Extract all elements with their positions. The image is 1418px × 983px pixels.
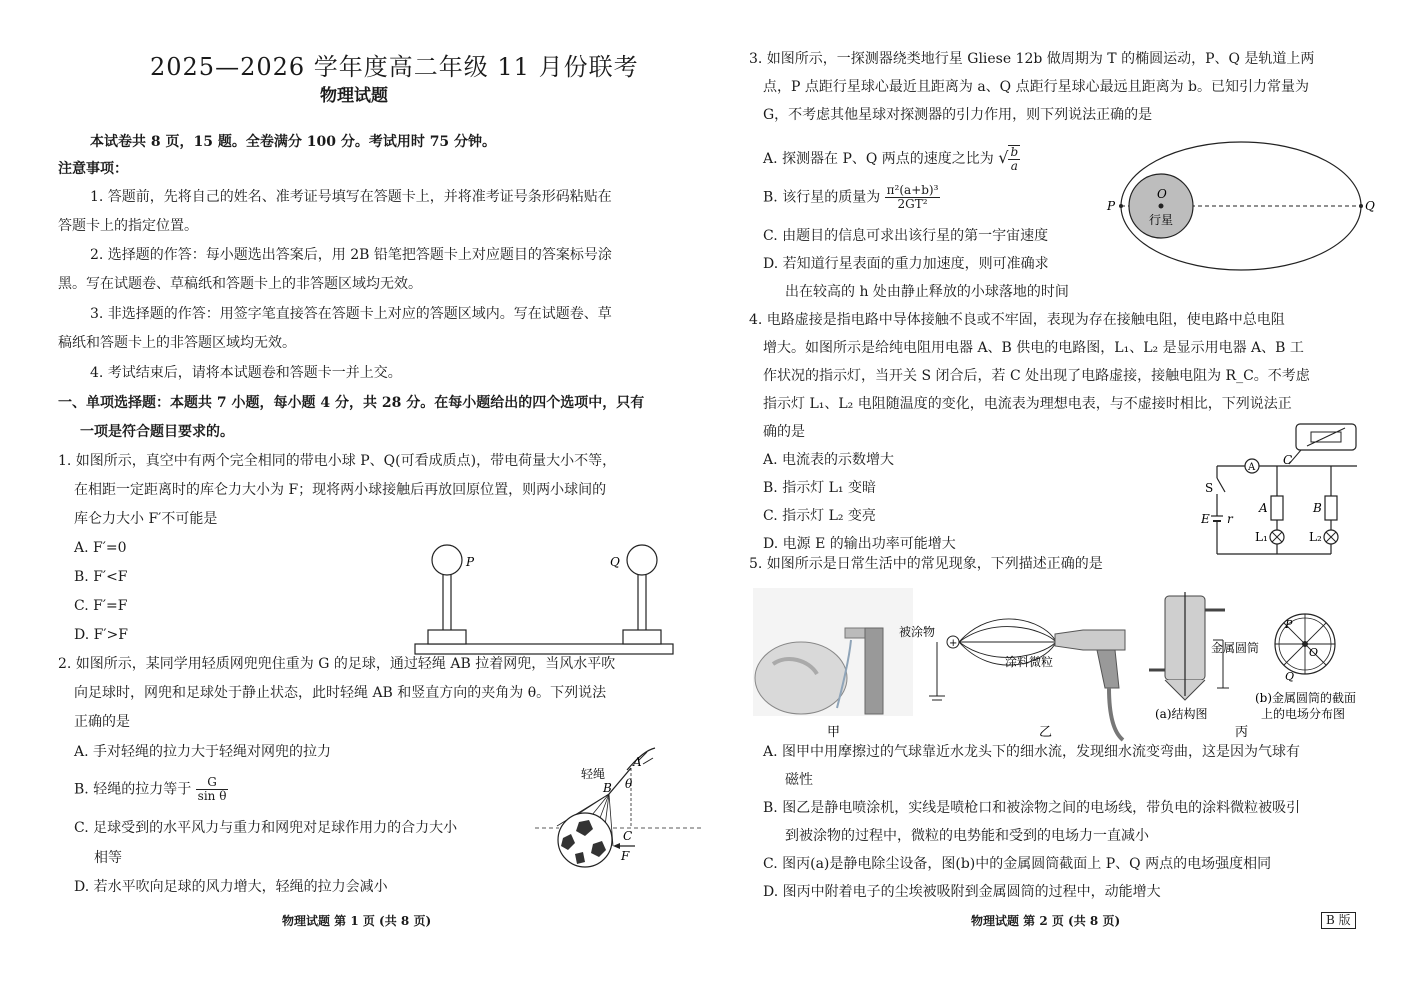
q4-stem-b: 增大。如图所示是给纯电阻用电器 A、B 供电的电路图，L₁、L₂ 是显示用电器 A、B 工 [763,340,1304,356]
q5-label-struct: (a)结构图 [1155,707,1208,721]
q5-figure [753,584,1373,744]
q1-ball-q [627,545,657,575]
notice-heading: 注意事项： [58,161,128,177]
q5-label-section-a: (b)金属圆筒的截面 [1255,691,1357,705]
q1-option-a: A. F′=0 [74,540,127,556]
q5-label-coated: 被涂物 [899,625,936,639]
q3-label-o: O [1157,187,1167,201]
q2-option-c-line1: C. 足球受到的水平风力与重力和网兜对足球作用力的合力大小 [74,820,458,836]
q5-caption-yi: 乙 [1039,725,1053,740]
q5-option-d: D. 图丙中附着电子的尘埃被吸附到金属圆筒的过程中，动能增大 [763,884,1161,900]
q3-option-a-text: A. 探测器在 P、Q 两点的速度之比为 [763,151,994,168]
q3-b-denominator: 2GT² [897,197,928,212]
q1-stand-p [428,630,466,644]
q5-label-cylinder: 金属圆筒 [1211,641,1260,655]
q2-figure [535,746,705,868]
q2-option-d: D. 若水平吹向足球的风力增大，轻绳的拉力会减小 [74,879,388,895]
q4-label-a: A [1259,501,1268,515]
q5-option-b-line1: B. 图乙是静电喷涂机，实线是喷枪口和被涂物之间的电场线，带负电的涂料微粒被吸引 [763,800,1301,816]
q1-ball-p [432,545,462,575]
q4-label-r: r [1227,512,1233,526]
q4-option-b: B. 指示灯 L₁ 变暗 [763,480,876,496]
q3-stem-b: 点，P 点距行星球心最近且距离为 a、Q 点距行星球心最远且距离为 b。已知引力常量为 [763,79,1310,95]
q4-label-s: S [1205,481,1214,495]
q2-label-rope: 轻绳 [581,767,606,781]
q2-option-b [74,776,228,803]
right-footer: 物理试题 第 2 页 (共 8 页) [971,914,1121,928]
q1-option-b: B. F′<F [74,569,128,585]
q5-label-section-b: 上的电场分布图 [1261,707,1346,721]
q2-fraction-denominator: sin θ [197,789,227,804]
q3-option-b [763,184,940,211]
section-1-heading-a: 一、单项选择题：本题共 7 小题，每小题 4 分，共 28 分。在每小题给出的四个选项中，只有 [58,395,645,411]
q2-stem-b: 向足球时，网兜和足球处于静止状态，此时轻绳 AB 和竖直方向的夹角为 θ。下列说法 [74,685,607,701]
left-footer: 物理试题 第 1 页 (共 8 页) [282,914,432,928]
exam-subtitle: 物理试题 [320,86,388,106]
section-1-heading-b: 一项是符合题目要求的。 [80,424,234,440]
q3-a-numerator: b [1010,145,1019,159]
q4-stem-d: 指示灯 L₁、L₂ 电阻随温度的变化，电流表为理想电表，与不虚接时相比，下列说法正 [763,396,1292,412]
q5-label-p: P [1285,618,1293,631]
notice-1b: 答题卡上的指定位置。 [58,218,198,234]
q5-balloon [755,642,847,714]
q5-caption-jia: 甲 [827,725,841,740]
notice-4: 4. 考试结束后，请将本试题卷和答题卡一并上交。 [90,365,402,381]
q1-label-q: Q [610,555,620,569]
sqrt-icon: √ [998,148,1009,168]
q2-stem-c: 正确的是 [74,714,130,730]
q2-option-b-fraction [196,776,229,803]
q3-stem-a: 3. 如图所示，一探测器绕类地行星 Gliese 12b 做周期为 T 的椭圆运动，P、Q 是轨道上两 [749,51,1315,67]
q1-stem-b: 在相距一定距离时的库仑力大小为 F；现将两小球接触后再放回原位置，则两小球间的 [74,482,607,498]
notice-2b: 黑。写在试题卷、草稿纸和答题卡上的非答题区域均无效。 [58,276,422,292]
q4-label-b: B [1313,501,1322,515]
notice-1a: 1. 答题前，先将自己的姓名、准考证号填写在答题卡上，并将准考证号条形码粘贴在 [90,189,612,205]
q2-label-b: B [603,781,612,795]
q5-option-a-line1: A. 图甲中用摩擦过的气球靠近水龙头下的细水流，发现细水流变弯曲，这是因为气球有 [763,744,1301,760]
q3-option-b-text: B. 该行星的质量为 [763,189,881,206]
q3-figure [1101,138,1381,278]
notice-3b: 稿纸和答题卡上的非答题区域均无效。 [58,335,296,351]
q1-label-p: P [466,555,475,569]
svg-text:+: + [949,638,958,649]
q1-figure [410,538,680,658]
q2-label-a: A [633,755,642,769]
q4-option-c: C. 指示灯 L₂ 变亮 [763,508,876,524]
q5-option-b-line2: 到被涂物的过程中，微粒的电势能和受到的电场力一直减小 [785,828,1149,844]
q1-stem-a: 1. 如图所示，真空中有两个完全相同的带电小球 P、Q(可看成质点)，带电荷量大小不等， [58,453,617,469]
q4-stem-a: 4. 电路虚接是指电路中导体接触不良或不牢固，表现为存在接触电阻，使电路中总电阻 [749,312,1285,328]
q3-b-numerator: π²(a+b)³ [886,183,939,197]
q3-option-d-line1: D. 若知道行星表面的重力加速度，则可准确求 [763,256,1049,272]
q2-option-a: A. 手对轻绳的拉力大于轻绳对网兜的拉力 [74,744,332,760]
q4-resistor-a [1271,496,1283,520]
q3-option-a [763,145,1020,173]
q3-option-c: C. 由题目的信息可求出该行星的第一宇宙速度 [763,228,1049,244]
right-page [709,0,1418,983]
q4-label-l2: L₂ [1309,530,1322,544]
q3-stem-c: G，不考虑其他星球对探测器的引力作用，则下列说法正确的是 [763,107,1153,123]
q2-option-b-text: B. 轻绳的拉力等于 [74,781,192,798]
q4-option-a: A. 电流表的示数增大 [763,452,895,468]
q3-option-a-fraction [1008,145,1020,173]
q4-resistor-b [1325,496,1337,520]
version-badge: B 版 [1321,912,1356,929]
q2-option-c-line2: 相等 [94,850,122,866]
q4-ammeter-label: A [1248,462,1256,473]
q2-stem-a: 2. 如图所示，某同学用轻质网兜兜住重为 G 的足球，通过轻绳 AB 拉着网兜，当风水平吹 [58,656,616,672]
q3-label-planet: 行星 [1149,213,1174,227]
q3-label-q: Q [1365,199,1375,213]
q5-spray-gun [1055,630,1125,650]
q5-label-particles: 涂料微粒 [1005,655,1054,669]
q5-label-q: Q [1285,670,1295,683]
q4-stem-e: 确的是 [763,424,805,440]
q2-label-theta: θ [625,777,633,791]
q1-stem-c: 库仑力大小 F′不可能是 [74,511,218,527]
q3-a-denominator: a [1010,159,1018,174]
q2-fraction-numerator: G [196,776,229,790]
q5-option-a-line2: 磁性 [785,772,813,788]
q3-label-p: P [1107,199,1116,213]
q5-label-o: O [1309,646,1319,659]
q2-label-c: C [623,829,633,843]
q5-caption-bing: 丙 [1235,725,1249,740]
q4-label-l1: L₁ [1255,530,1268,544]
q3-option-b-fraction [885,184,941,211]
q2-label-f: F [621,849,630,863]
q4-switch [1217,478,1225,492]
q1-option-c: C. F′=F [74,598,128,614]
q5-option-c: C. 图丙(a)是静电除尘设备，图(b)中的金属圆筒截面上 P、Q 两点的电场强度相同 [763,856,1272,872]
q3-option-d-line2: 出在较高的 h 处由静止释放的小球落地的时间 [785,284,1069,300]
q4-label-e: E [1201,512,1210,526]
q4-option-d: D. 电源 E 的输出功率可能增大 [763,536,956,552]
q4-circuit [1201,420,1371,560]
q4-label-c: C [1283,453,1293,467]
exam-intro: 本试卷共 8 页，15 题。全卷满分 100 分。考试用时 75 分钟。 [90,134,497,150]
q1-option-d: D. F′>F [74,627,128,643]
q5-stem: 5. 如图所示是日常生活中的常见现象，下列描述正确的是 [749,556,1103,572]
q1-base-board [415,644,673,654]
notice-2a: 2. 选择题的作答：每小题选出答案后，用 2B 铅笔把答题卡上对应题目的答案标号涂 [90,247,612,263]
exam-title: 2025—2026 学年度高二年级 11 月份联考 [150,53,639,81]
q4-stem-c: 作状况的指示灯，当开关 S 闭合后，若 C 处出现了电路虚接，接触电阻为 R_C。不考虑 [763,368,1310,384]
q1-stand-q [623,630,661,644]
notice-3a: 3. 非选择题的作答：用签字笔直接答在答题卡上对应的答题区域内。写在试题卷、草 [90,306,612,322]
